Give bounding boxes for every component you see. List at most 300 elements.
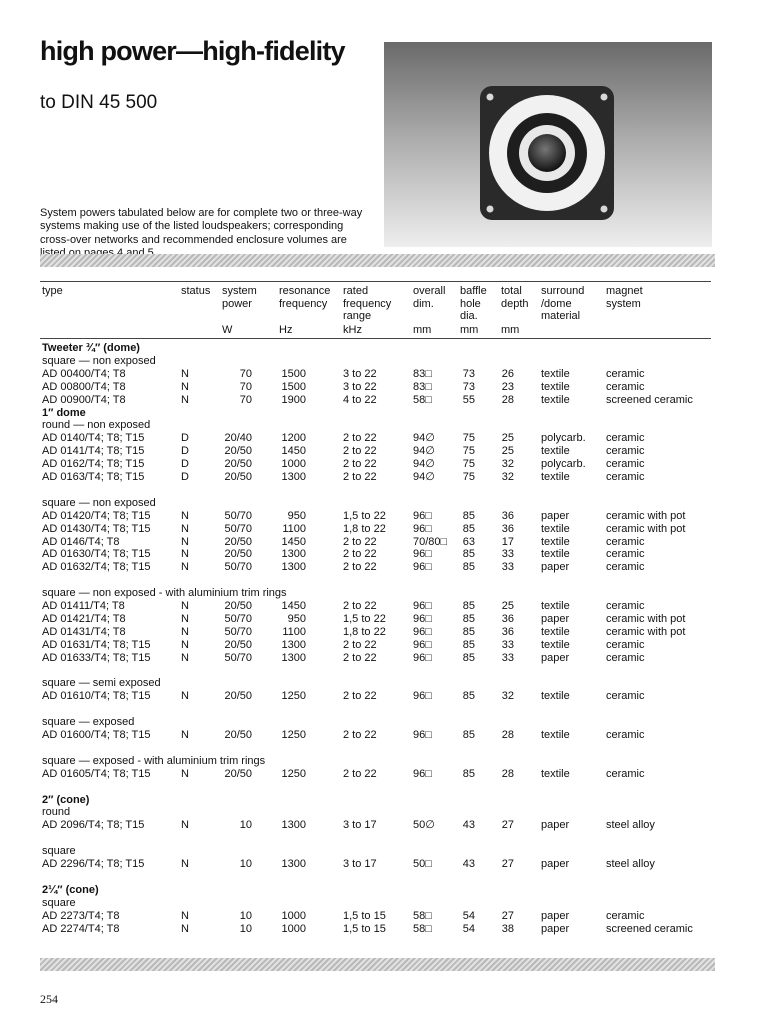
cell-magnet-system: ceramic [606,380,645,393]
cell-status: N [181,909,189,922]
cell-rated-frequency-range: 2 to 22 [343,548,377,561]
cell-status: N [181,819,189,832]
cell-surround-dome-material: paper [541,819,570,832]
subsection-label: square — semi exposed [42,677,161,690]
cell-status: N [181,922,189,935]
cell-overall-dim: 96□ [413,548,432,561]
cell-surround-dome-material: paper [541,509,570,522]
cell-surround-dome-material: paper [541,909,570,922]
column-unit-baffle-hole-dia: mm [460,324,479,336]
cell-overall-dim: 96□ [413,509,432,522]
cell-baffle-hole-dia: 63 [462,535,475,548]
cell-system-power: 50/70 [224,561,252,574]
cell-resonance-frequency: 1500 [281,380,306,393]
cell-system-power: 70 [239,393,252,406]
cell-status: N [181,380,189,393]
cell-type: AD 01411/T4; T8 [42,600,125,612]
column-header-overall-dim [413,285,446,336]
cell-overall-dim: 96□ [413,651,432,664]
cell-overall-dim: 50□ [413,858,432,870]
cell-total-depth: 25 [501,600,514,612]
cell-type: AD 01430/T4; T8; T15 [42,522,151,535]
subsection-label: round [42,806,71,819]
cell-total-depth: 17 [501,535,514,548]
cell-surround-dome-material: textile [541,548,570,561]
cell-type: AD 0162/T4; T8; T15 [42,458,145,471]
cell-overall-dim: 96□ [413,767,432,780]
cell-type: AD 01420/T4; T8; T15 [42,509,151,522]
cell-status: D [181,458,189,471]
cell-resonance-frequency: 950 [287,612,306,625]
cell-system-power: 10 [239,922,252,935]
cell-baffle-hole-dia: 85 [462,612,475,625]
column-header-system-power [222,285,257,336]
cell-status: N [181,561,189,574]
cell-total-depth: 38 [501,922,514,935]
cell-resonance-frequency: 1300 [281,858,306,870]
cell-rated-frequency-range: 2 to 22 [343,638,377,651]
cell-total-depth: 26 [501,367,514,380]
cell-resonance-frequency: 1200 [281,432,306,445]
cell-rated-frequency-range: 2 to 22 [343,458,377,471]
cell-resonance-frequency: 1300 [281,561,306,574]
cell-status: D [181,432,189,445]
column-header-line: frequency [343,297,392,310]
table-header-rule [40,338,711,339]
cell-type: AD 2273/T4; T8 [42,909,120,922]
cell-baffle-hole-dia: 43 [462,819,475,832]
cell-type: AD 01631/T4; T8; T15 [42,638,151,651]
cell-overall-dim: 70/80□ [413,535,448,548]
cell-overall-dim: 94∅ [413,458,435,471]
cell-surround-dome-material: textile [541,522,570,535]
column-header-baffle-hole-dia [460,285,487,336]
cell-baffle-hole-dia: 85 [462,522,475,535]
cell-resonance-frequency: 1300 [281,638,306,651]
column-header-line: magnet [606,285,643,297]
cell-magnet-system: ceramic [606,638,645,651]
cell-baffle-hole-dia: 54 [462,922,475,935]
cell-total-depth: 28 [501,729,514,741]
cell-baffle-hole-dia: 43 [462,858,475,870]
cell-status: D [181,445,189,458]
cell-overall-dim: 58□ [413,922,432,935]
cell-overall-dim: 96□ [413,729,432,741]
cell-magnet-system: ceramic [606,909,645,922]
column-header-line: dia. [460,310,478,322]
column-header-line: dim. [413,297,434,310]
cell-rated-frequency-range: 2 to 22 [343,690,377,703]
cell-status: N [181,690,189,703]
cell-magnet-system: ceramic [606,471,645,483]
subsection-label: round — non exposed [42,419,151,432]
cell-total-depth: 36 [501,625,514,638]
section-heading: 2″ (cone) [42,793,90,806]
column-header-line: type [42,285,63,297]
section-heading: 1″ dome [42,406,86,419]
cell-resonance-frequency: 1000 [281,909,306,922]
cell-total-depth: 27 [501,858,514,870]
cell-magnet-system: ceramic [606,767,645,780]
subsection-label: square — exposed [42,716,135,729]
column-header-line: /dome [541,297,572,310]
cell-status: D [181,471,189,483]
cell-status: N [181,600,189,612]
column-unit-rated-frequency-range: kHz [343,324,362,336]
cell-overall-dim: 94∅ [413,432,435,445]
cell-total-depth: 36 [501,522,514,535]
section-heading: Tweeter ¾″ (dome) [42,342,140,354]
cell-rated-frequency-range: 1,5 to 22 [343,509,386,522]
column-header-type [42,285,63,298]
cell-type: AD 00400/T4; T8 [42,367,126,380]
cell-overall-dim: 96□ [413,625,432,638]
cell-total-depth: 25 [501,432,514,445]
cell-resonance-frequency: 1100 [282,625,306,638]
cell-overall-dim: 83□ [413,367,432,380]
cell-resonance-frequency: 1250 [281,729,306,741]
column-header-line: baffle [460,285,487,297]
cell-rated-frequency-range: 2 to 22 [343,561,377,574]
cell-rated-frequency-range: 3 to 22 [343,380,377,393]
cell-resonance-frequency: 1450 [281,535,306,548]
cell-surround-dome-material: polycarb. [541,458,586,471]
cell-rated-frequency-range: 2 to 22 [343,600,377,612]
cell-resonance-frequency: 1000 [281,922,306,935]
cell-status: N [181,612,189,625]
cell-baffle-hole-dia: 85 [462,561,475,574]
cell-surround-dome-material: textile [541,445,570,458]
column-header-line: hole [460,297,481,310]
cell-overall-dim: 96□ [413,638,432,651]
cell-status: N [181,509,189,522]
cell-total-depth: 33 [501,638,514,651]
cell-resonance-frequency: 1900 [281,393,306,406]
cell-overall-dim: 96□ [413,600,432,612]
cell-resonance-frequency: 1300 [281,471,306,483]
cell-system-power: 20/50 [224,600,252,612]
column-unit-total-depth: mm [501,324,520,336]
cell-total-depth: 23 [501,380,514,393]
cell-system-power: 20/50 [224,471,252,483]
column-header-line: material [541,310,581,322]
cell-surround-dome-material: textile [541,471,570,483]
cell-resonance-frequency: 1500 [281,367,306,380]
column-header-line: resonance [279,285,331,297]
cell-magnet-system: ceramic with pot [606,509,686,522]
cell-surround-dome-material: textile [541,625,570,638]
cell-type: AD 01632/T4; T8; T15 [42,561,151,574]
column-header-line: range [343,310,372,322]
column-unit-overall-dim: mm [413,324,432,336]
cell-resonance-frequency: 1300 [281,819,306,832]
cell-overall-dim: 94∅ [413,445,435,458]
cell-overall-dim: 94∅ [413,471,435,483]
cell-baffle-hole-dia: 75 [462,458,475,471]
page-number: 254 [40,992,58,1006]
cell-surround-dome-material: textile [541,638,570,651]
column-header-line: total [501,285,522,297]
column-unit-resonance-frequency: Hz [279,324,293,336]
cell-rated-frequency-range: 3 to 17 [343,858,377,870]
cell-resonance-frequency: 950 [287,509,306,522]
cell-total-depth: 32 [501,690,514,703]
column-header-rated-frequency-range [343,285,392,336]
cell-type: AD 2296/T4; T8; T15 [42,858,145,870]
cell-magnet-system: ceramic [606,690,645,703]
cell-surround-dome-material: textile [541,380,570,393]
cell-baffle-hole-dia: 75 [462,471,475,483]
subsection-label: square [42,845,76,858]
cell-magnet-system: steel alloy [606,858,655,870]
cell-system-power: 10 [239,858,252,870]
cell-type: AD 0140/T4; T8; T15 [42,432,145,445]
cell-resonance-frequency: 1300 [281,651,306,664]
subsection-label: square — non exposed [42,354,156,367]
column-header-total-depth [501,285,529,336]
page-subtitle: to DIN 45 500 [40,92,158,113]
cell-baffle-hole-dia: 73 [462,367,475,380]
cell-resonance-frequency: 1100 [282,522,306,535]
cell-type: AD 0163/T4; T8; T15 [42,471,145,483]
cell-system-power: 50/70 [224,522,252,535]
subsection-label: square [42,896,76,909]
cell-magnet-system: ceramic [606,600,645,612]
cell-system-power: 20/50 [224,767,252,780]
cell-rated-frequency-range: 2 to 22 [343,471,377,483]
cell-status: N [181,522,189,535]
cell-total-depth: 33 [501,561,514,574]
cell-type: AD 0141/T4; T8; T15 [42,445,145,458]
column-header-magnet-system [606,285,643,310]
cell-surround-dome-material: polycarb. [541,432,586,445]
cell-surround-dome-material: textile [541,767,570,780]
cell-magnet-system: ceramic [606,729,645,741]
cell-resonance-frequency: 1000 [281,458,306,471]
column-header-line: surround [541,285,585,297]
column-header-line: power [222,297,252,310]
cell-surround-dome-material: textile [541,535,570,548]
cell-baffle-hole-dia: 73 [462,380,475,393]
column-header-resonance-frequency [279,285,331,336]
cell-overall-dim: 83□ [413,380,432,393]
tweeter-photo [384,42,712,247]
cell-baffle-hole-dia: 55 [462,393,475,406]
cell-surround-dome-material: paper [541,612,570,625]
cell-baffle-hole-dia: 85 [462,625,475,638]
cell-rated-frequency-range: 4 to 22 [343,393,377,406]
column-header-line: system [606,297,641,310]
cell-baffle-hole-dia: 85 [462,509,475,522]
cell-overall-dim: 96□ [413,612,432,625]
cell-total-depth: 36 [501,509,514,522]
cell-surround-dome-material: paper [541,561,570,574]
cell-total-depth: 28 [501,767,514,780]
cell-type: AD 00900/T4; T8 [42,393,126,406]
cell-baffle-hole-dia: 85 [462,729,475,741]
cell-overall-dim: 96□ [413,522,432,535]
cell-status: N [181,651,189,664]
cell-magnet-system: screened ceramic [606,922,693,935]
cell-type: AD 01421/T4; T8 [42,612,126,625]
cell-total-depth: 33 [501,651,514,664]
cell-total-depth: 36 [501,612,514,625]
table-top-rule [40,281,711,282]
cell-status: N [181,767,189,780]
cell-baffle-hole-dia: 85 [462,651,475,664]
cell-magnet-system: ceramic with pot [606,625,686,638]
cell-overall-dim: 50∅ [413,819,435,832]
column-header-line: rated [343,285,369,297]
cell-resonance-frequency: 1450 [281,600,306,612]
cell-rated-frequency-range: 1,8 to 22 [343,625,386,638]
cell-system-power: 10 [239,819,252,832]
cell-type: AD 00800/T4; T8 [42,380,126,393]
column-header-surround-dome-material [541,285,584,323]
cell-surround-dome-material: paper [541,858,570,870]
cell-magnet-system: ceramic [606,651,645,664]
top-hatched-band [40,254,715,267]
cell-baffle-hole-dia: 75 [462,432,475,445]
cell-rated-frequency-range: 1,8 to 22 [343,522,386,535]
cell-magnet-system: ceramic [606,535,645,548]
cell-magnet-system: screened ceramic [606,393,693,406]
cell-type: AD 01600/T4; T8; T15 [42,729,151,741]
cell-total-depth: 32 [501,458,514,471]
cell-rated-frequency-range: 2 to 22 [343,535,377,548]
cell-rated-frequency-range: 1,5 to 15 [343,922,386,935]
cell-baffle-hole-dia: 54 [462,909,475,922]
cell-system-power: 20/50 [224,729,252,741]
intro-paragraph: System powers tabulated below are for complete two or three-way systems making use of the listed loudspeakers; corresponding cross-over networks and recommended enclosure volumes are [40,207,363,246]
cell-status: N [181,729,189,741]
cell-total-depth: 32 [501,471,514,483]
cell-surround-dome-material: paper [541,651,570,664]
cell-system-power: 70 [239,367,252,380]
cell-system-power: 20/50 [224,458,252,471]
cell-baffle-hole-dia: 85 [462,638,475,651]
cell-total-depth: 25 [501,445,514,458]
cell-rated-frequency-range: 2 to 22 [343,432,377,445]
cell-overall-dim: 96□ [413,561,432,574]
page-title: high power—high-fidelity [40,36,345,66]
cell-baffle-hole-dia: 85 [462,548,475,561]
cell-type: AD 2096/T4; T8; T15 [42,819,145,832]
cell-rated-frequency-range: 2 to 22 [343,729,377,741]
cell-type: AD 2274/T4; T8 [42,922,120,935]
cell-status: N [181,625,189,638]
cell-overall-dim: 96□ [413,690,432,703]
column-header-line: frequency [279,297,328,310]
cell-surround-dome-material: textile [541,393,570,406]
cell-status: N [181,858,189,870]
cell-system-power: 50/70 [224,651,252,664]
cell-magnet-system: ceramic with pot [606,612,686,625]
cell-surround-dome-material: textile [541,729,570,741]
cell-rated-frequency-range: 2 to 22 [343,767,377,780]
cell-resonance-frequency: 1250 [281,767,306,780]
cell-resonance-frequency: 1250 [281,690,306,703]
cell-status: N [181,393,189,406]
cell-surround-dome-material: textile [541,367,570,380]
cell-rated-frequency-range: 3 to 22 [343,367,377,380]
column-header-line: overall [413,285,446,297]
cell-rated-frequency-range: 3 to 17 [343,819,377,832]
cell-type: AD 0146/T4; T8 [42,535,120,548]
cell-total-depth: 27 [501,819,514,832]
cell-status: N [181,638,189,651]
cell-baffle-hole-dia: 85 [462,690,475,703]
cell-baffle-hole-dia: 85 [462,600,475,612]
cell-magnet-system: ceramic with pot [606,522,686,535]
cell-overall-dim: 58□ [413,909,432,922]
cell-total-depth: 27 [501,909,514,922]
cell-system-power: 50/70 [224,612,252,625]
cell-status: N [181,535,189,548]
cell-baffle-hole-dia: 75 [462,445,475,458]
cell-magnet-system: ceramic [606,367,645,380]
column-header-status [181,285,210,298]
cell-rated-frequency-range: 1,5 to 15 [343,909,386,922]
cell-surround-dome-material: paper [541,922,570,935]
cell-system-power: 20/40 [224,432,252,445]
cell-overall-dim: 58□ [413,393,432,406]
subsection-label: square — non exposed - with aluminium trim rings [42,587,287,600]
cell-system-power: 10 [239,909,252,922]
cell-magnet-system: ceramic [606,432,645,445]
cell-system-power: 20/50 [224,690,252,703]
cell-system-power: 20/50 [224,638,252,651]
cell-system-power: 50/70 [224,509,252,522]
subsection-label: square — non exposed [42,496,156,509]
cell-type: AD 01605/T4; T8; T15 [42,767,151,780]
column-unit-system-power: W [222,324,233,336]
bottom-hatched-band [40,958,715,971]
cell-total-depth: 28 [501,393,514,406]
cell-resonance-frequency: 1300 [281,548,306,561]
cell-surround-dome-material: textile [541,690,570,703]
cell-system-power: 70 [239,380,252,393]
cell-system-power: 20/50 [224,535,252,548]
cell-type: AD 01610/T4; T8; T15 [42,690,151,703]
cell-system-power: 50/70 [224,625,252,638]
cell-magnet-system: steel alloy [606,819,655,832]
cell-rated-frequency-range: 2 to 22 [343,651,377,664]
cell-rated-frequency-range: 2 to 22 [343,445,377,458]
cell-magnet-system: ceramic [606,458,645,471]
cell-total-depth: 33 [501,548,514,561]
cell-magnet-system: ceramic [606,548,645,561]
cell-magnet-system: ceramic [606,561,645,574]
cell-status: N [181,367,189,380]
cell-type: AD 01431/T4; T8 [42,625,126,638]
section-heading: 2¼″ (cone) [42,883,99,896]
cell-system-power: 20/50 [224,445,252,458]
subsection-label: square — exposed - with aluminium trim rings [42,754,266,767]
cell-rated-frequency-range: 1,5 to 22 [343,612,386,625]
cell-system-power: 20/50 [224,548,252,561]
cell-magnet-system: ceramic [606,445,645,458]
column-header-line: system [222,285,257,297]
cell-surround-dome-material: textile [541,600,570,612]
column-header-line: depth [501,297,529,310]
column-header-line: status [181,285,211,297]
cell-status: N [181,548,189,561]
cell-resonance-frequency: 1450 [281,445,306,458]
cell-baffle-hole-dia: 85 [462,767,475,780]
cell-type: AD 01630/T4; T8; T15 [42,548,151,561]
cell-type: AD 01633/T4; T8; T15 [42,651,151,664]
